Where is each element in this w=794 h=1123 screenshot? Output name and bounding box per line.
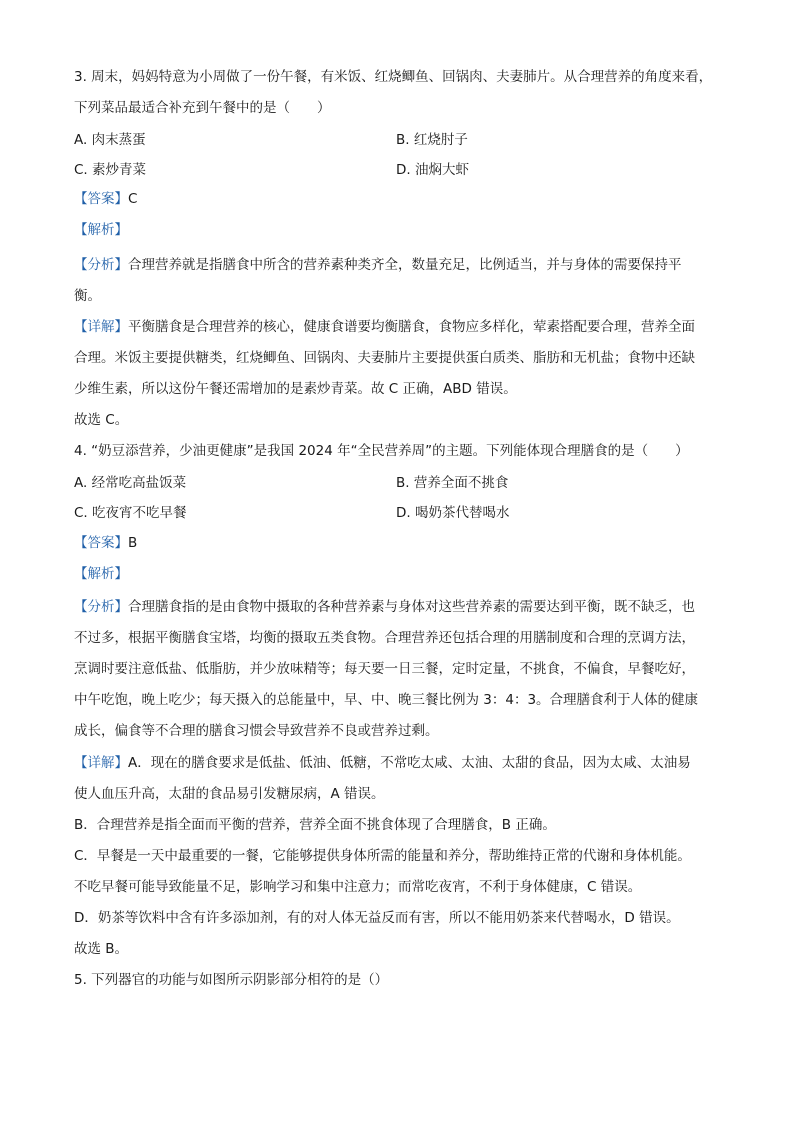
q4-option-b: B. 营养全面不挑食 <box>396 475 509 491</box>
q3-answer-tag: 【答案】 <box>74 191 128 207</box>
q3-xiangjie-text1: 平衡膳食是合理营养的核心，健康食谱要均衡膳食，食物应多样化，荤素搭配要合理，营养全面 <box>128 319 695 335</box>
q4-xiangjie-a-line2: 使人血压升高，太甜的食品易引发糖尿病，A 错误。 <box>74 786 385 802</box>
q3-xiangjie-line1 <box>74 312 730 343</box>
q4-fenxi-line1 <box>74 592 730 623</box>
q3-conclusion: 故选 C。 <box>74 412 129 428</box>
q3-answer: C <box>128 191 138 207</box>
q4-jiexi-line <box>74 559 730 590</box>
q4-xiangjie-d: D．奶茶等饮料中含有许多添加剂，有的对人体无益反而有害，所以不能用奶茶来代替喝水，D 错误。 <box>74 910 680 926</box>
q3-stem-line2: 下列菜品最适合补充到午餐中的是（ ） <box>74 100 331 116</box>
q4-xiangjie-a-line1 <box>74 748 730 779</box>
q4-xiangjie-tag: 【详解】 <box>74 755 128 771</box>
q4-answer-line <box>74 528 730 559</box>
q4-option-c: C. 吃夜宵不吃早餐 <box>74 505 187 521</box>
q3-stem-line1: 3. 周末，妈妈特意为小周做了一份午餐，有米饭、红烧鲫鱼、回锅肉、夫妻肺片。从合理营养的角度来看， <box>74 69 713 85</box>
q4-fenxi-line4: 中午吃饱，晚上吃少；每天摄入的总能量中，早、中、晚三餐比例为 3：4：3。合理膳食利于人体的健康 <box>74 692 699 708</box>
q3-xiangjie-line3: 少维生素，所以这份午餐还需增加的是素炒青菜。故 C 正确，ABD 错误。 <box>74 381 517 397</box>
q3-xiangjie-line2: 合理。米饭主要提供糖类，红烧鲫鱼、回锅肉、夫妻肺片主要提供蛋白质类、脂肪和无机盐；食物中还缺 <box>74 350 695 366</box>
q4-fenxi-line5: 成长，偏食等不合理的膳食习惯会导致营养不良或营养过剩。 <box>74 723 439 739</box>
q4-xiangjie-c-line1: C．早餐是一天中最重要的一餐，它能够提供身体所需的能量和养分，帮助维持正常的代谢和身体机能。 <box>74 848 691 864</box>
q4-option-a: A. 经常吃高盐饭菜 <box>74 475 187 491</box>
q3-option-d: D. 油焖大虾 <box>396 162 469 178</box>
q4-answer: B <box>128 535 138 551</box>
q4-xiangjie-a-text1: A．现在的膳食要求是低盐、低油、低糖，不常吃太咸、太油、太甜的食品，因为太咸、太油易 <box>128 755 691 771</box>
q3-option-b: B. 红烧肘子 <box>396 132 468 148</box>
q4-jiexi-tag: 【解析】 <box>74 566 128 582</box>
q4-option-d: D. 喝奶茶代替喝水 <box>396 505 510 521</box>
q3-jiexi-tag: 【解析】 <box>74 222 128 238</box>
q4-stem-line1: 4. “奶豆添营养，少油更健康”是我国 2024 年“全民营养周”的主题。下列能体现合理膳食的是（ ） <box>74 443 689 459</box>
q4-fenxi-tag: 【分析】 <box>74 599 128 615</box>
q3-fenxi-line1 <box>74 250 730 281</box>
q4-answer-tag: 【答案】 <box>74 535 128 551</box>
q3-option-c: C. 素炒青菜 <box>74 162 147 178</box>
q3-option-a: A. 肉末蒸蛋 <box>74 132 146 148</box>
q4-xiangjie-b: B．合理营养是指全面而平衡的营养，营养全面不挑食体现了合理膳食，B 正确。 <box>74 817 556 833</box>
q3-fenxi-text1: 合理营养就是指膳食中所含的营养素种类齐全，数量充足，比例适当，并与身体的需要保持平 <box>128 257 682 273</box>
q4-fenxi-text1: 合理膳食指的是由食物中摄取的各种营养素与身体对这些营养素的需要达到平衡，既不缺乏，也 <box>128 599 695 615</box>
q4-fenxi-line3: 烹调时要注意低盐、低脂肪，并少放味精等；每天要一日三餐，定时定量，不挑食，不偏食，早餐吃好， <box>74 661 695 677</box>
q3-fenxi-tag: 【分析】 <box>74 257 128 273</box>
q3-fenxi-line2: 衡。 <box>74 288 101 304</box>
q3-jiexi-line <box>74 215 730 246</box>
q4-xiangjie-c-line2: 不吃早餐可能导致能量不足，影响学习和集中注意力；而常吃夜宵，不利于身体健康，C 错误。 <box>74 879 642 895</box>
q3-xiangjie-tag: 【详解】 <box>74 319 128 335</box>
q3-answer-line <box>74 184 730 215</box>
q4-conclusion: 故选 B。 <box>74 941 129 957</box>
q5-stem-line1: 5. 下列器官的功能与如图所示阴影部分相符的是（） <box>74 972 389 988</box>
q4-fenxi-line2: 不过多，根据平衡膳食宝塔，均衡的摄取五类食物。合理营养还包括合理的用膳制度和合理的烹调方法， <box>74 630 695 646</box>
